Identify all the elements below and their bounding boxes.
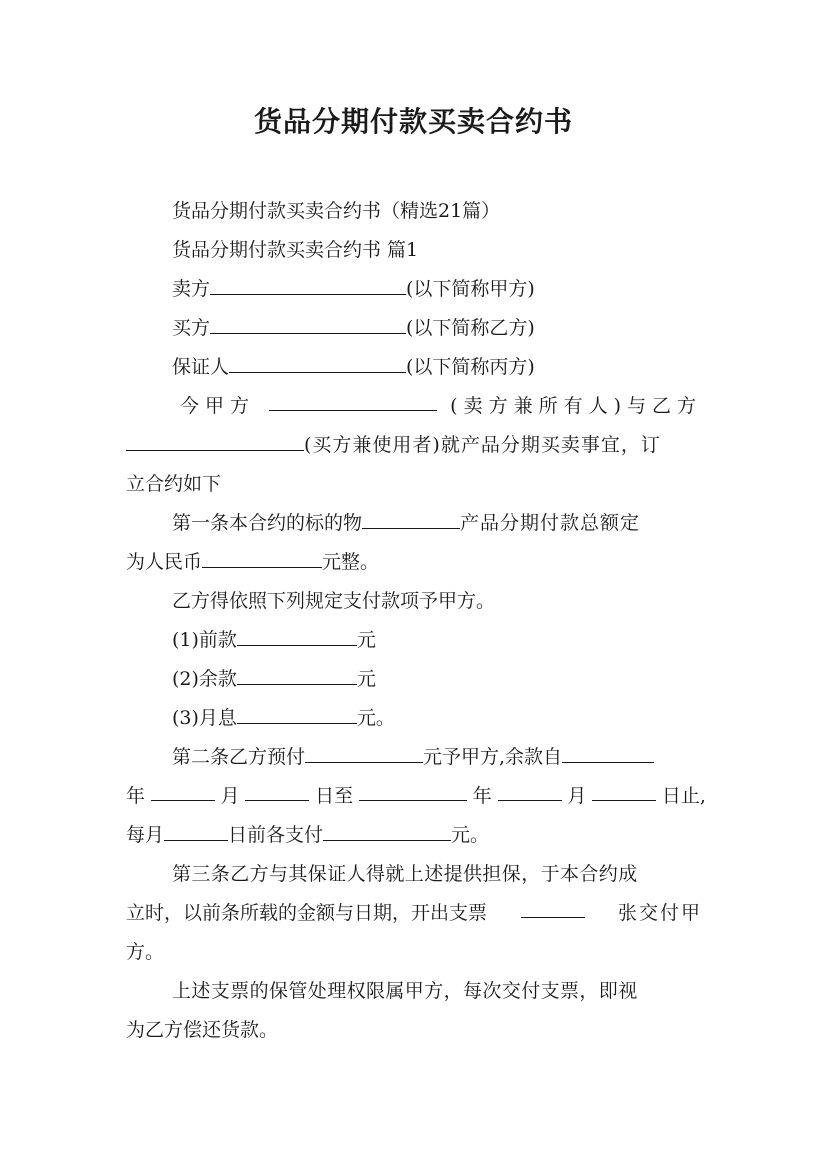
blank-field (305, 745, 423, 763)
paragraph-line (126, 1017, 278, 1043)
guarantor-line (172, 354, 535, 380)
text: 元予甲方,余款自 (423, 746, 563, 768)
text: (2)余款 (172, 668, 237, 690)
blank-field (521, 900, 585, 918)
text: (以下简称丙方) (406, 356, 535, 378)
blank-field (151, 783, 215, 801)
paragraph-line (180, 393, 702, 419)
article-1-line (172, 510, 640, 536)
text: 日前各支付 (228, 824, 324, 846)
paragraph-line (126, 900, 702, 926)
text: 今甲方 (180, 395, 256, 417)
text: 第二条乙方预付 (172, 746, 306, 768)
buyer-line (172, 315, 535, 341)
paragraph-line (172, 588, 495, 614)
text: 日止, (661, 785, 706, 807)
paragraph-line (126, 471, 221, 497)
text: 乙方得依照下列规定支付款项予甲方。 (172, 590, 496, 612)
blank-field (229, 355, 406, 373)
text: (3)月息 (172, 707, 237, 729)
text: 月 (567, 785, 587, 807)
text: (以下简称甲方) (406, 278, 535, 300)
text: 元。 (451, 824, 490, 846)
text: 货品分期付款买卖合约书（精选21篇） (172, 200, 501, 222)
blank-field (237, 628, 357, 646)
paragraph-line (126, 432, 661, 458)
subtitle-line (172, 198, 500, 224)
text: 日至 (315, 785, 354, 807)
paragraph-line (172, 978, 638, 1004)
article-3-line (172, 861, 638, 887)
text: 第一条本合约的标的物 (172, 512, 363, 534)
text: 月 (220, 785, 240, 807)
monthly-payment-line (126, 822, 489, 848)
blank-field (237, 706, 357, 724)
blank-field (592, 783, 656, 801)
balance-line (172, 666, 376, 692)
text: 第三条乙方与其保证人得就上述提供担保，于本合约成 (172, 863, 638, 885)
blank-field (245, 783, 309, 801)
text: (卖方兼所有人)与乙方 (450, 395, 702, 417)
text: 元。 (356, 707, 395, 729)
text: 保证人 (172, 356, 230, 378)
text: 元整。 (322, 551, 380, 573)
text: 立时，以前条所载的金额与日期，开出支票 (126, 902, 488, 924)
text: (以下简称乙方) (406, 317, 535, 339)
text: 货品分期付款买卖合约书 篇1 (172, 239, 419, 261)
document-title: 货品分期付款买卖合约书 (253, 105, 573, 138)
text: 立合约如下 (126, 473, 222, 495)
blank-field (210, 316, 406, 334)
article-2-line (172, 744, 654, 770)
text: 方。 (126, 941, 165, 963)
text: 卖方 (172, 278, 211, 300)
blank-field (362, 511, 460, 529)
text: 年 (472, 785, 492, 807)
blank-field (562, 745, 654, 763)
text: 为乙方偿还货款。 (126, 1019, 279, 1041)
blank-field (210, 277, 406, 295)
text: 为人民币 (126, 551, 203, 573)
text: 年 (126, 785, 146, 807)
text: 买方 (172, 317, 211, 339)
text: 上述支票的保管处理权限属甲方，每次交付支票，即视 (172, 980, 638, 1002)
blank-field (359, 783, 467, 801)
blank-field (323, 823, 451, 841)
text: 产品分期付款总额定 (460, 512, 641, 534)
text: (买方兼使用者)就产品分期买卖事宜，订 (304, 434, 661, 456)
text: 元 (356, 668, 376, 690)
blank-field (498, 783, 562, 801)
date-range-line (126, 783, 706, 809)
text: 元 (356, 629, 376, 651)
section-heading (172, 237, 418, 263)
blank-field (164, 823, 228, 841)
blank-field (237, 667, 357, 685)
paragraph-line (126, 939, 164, 965)
text: 每月 (126, 824, 165, 846)
down-payment-line (172, 627, 376, 653)
text: 张交付甲 (617, 902, 702, 924)
text: (1)前款 (172, 629, 237, 651)
blank-field (126, 433, 304, 451)
blank-field (269, 393, 437, 411)
blank-field (202, 550, 322, 568)
seller-line (172, 276, 535, 302)
monthly-interest-line (172, 705, 395, 731)
paragraph-line (126, 549, 379, 575)
